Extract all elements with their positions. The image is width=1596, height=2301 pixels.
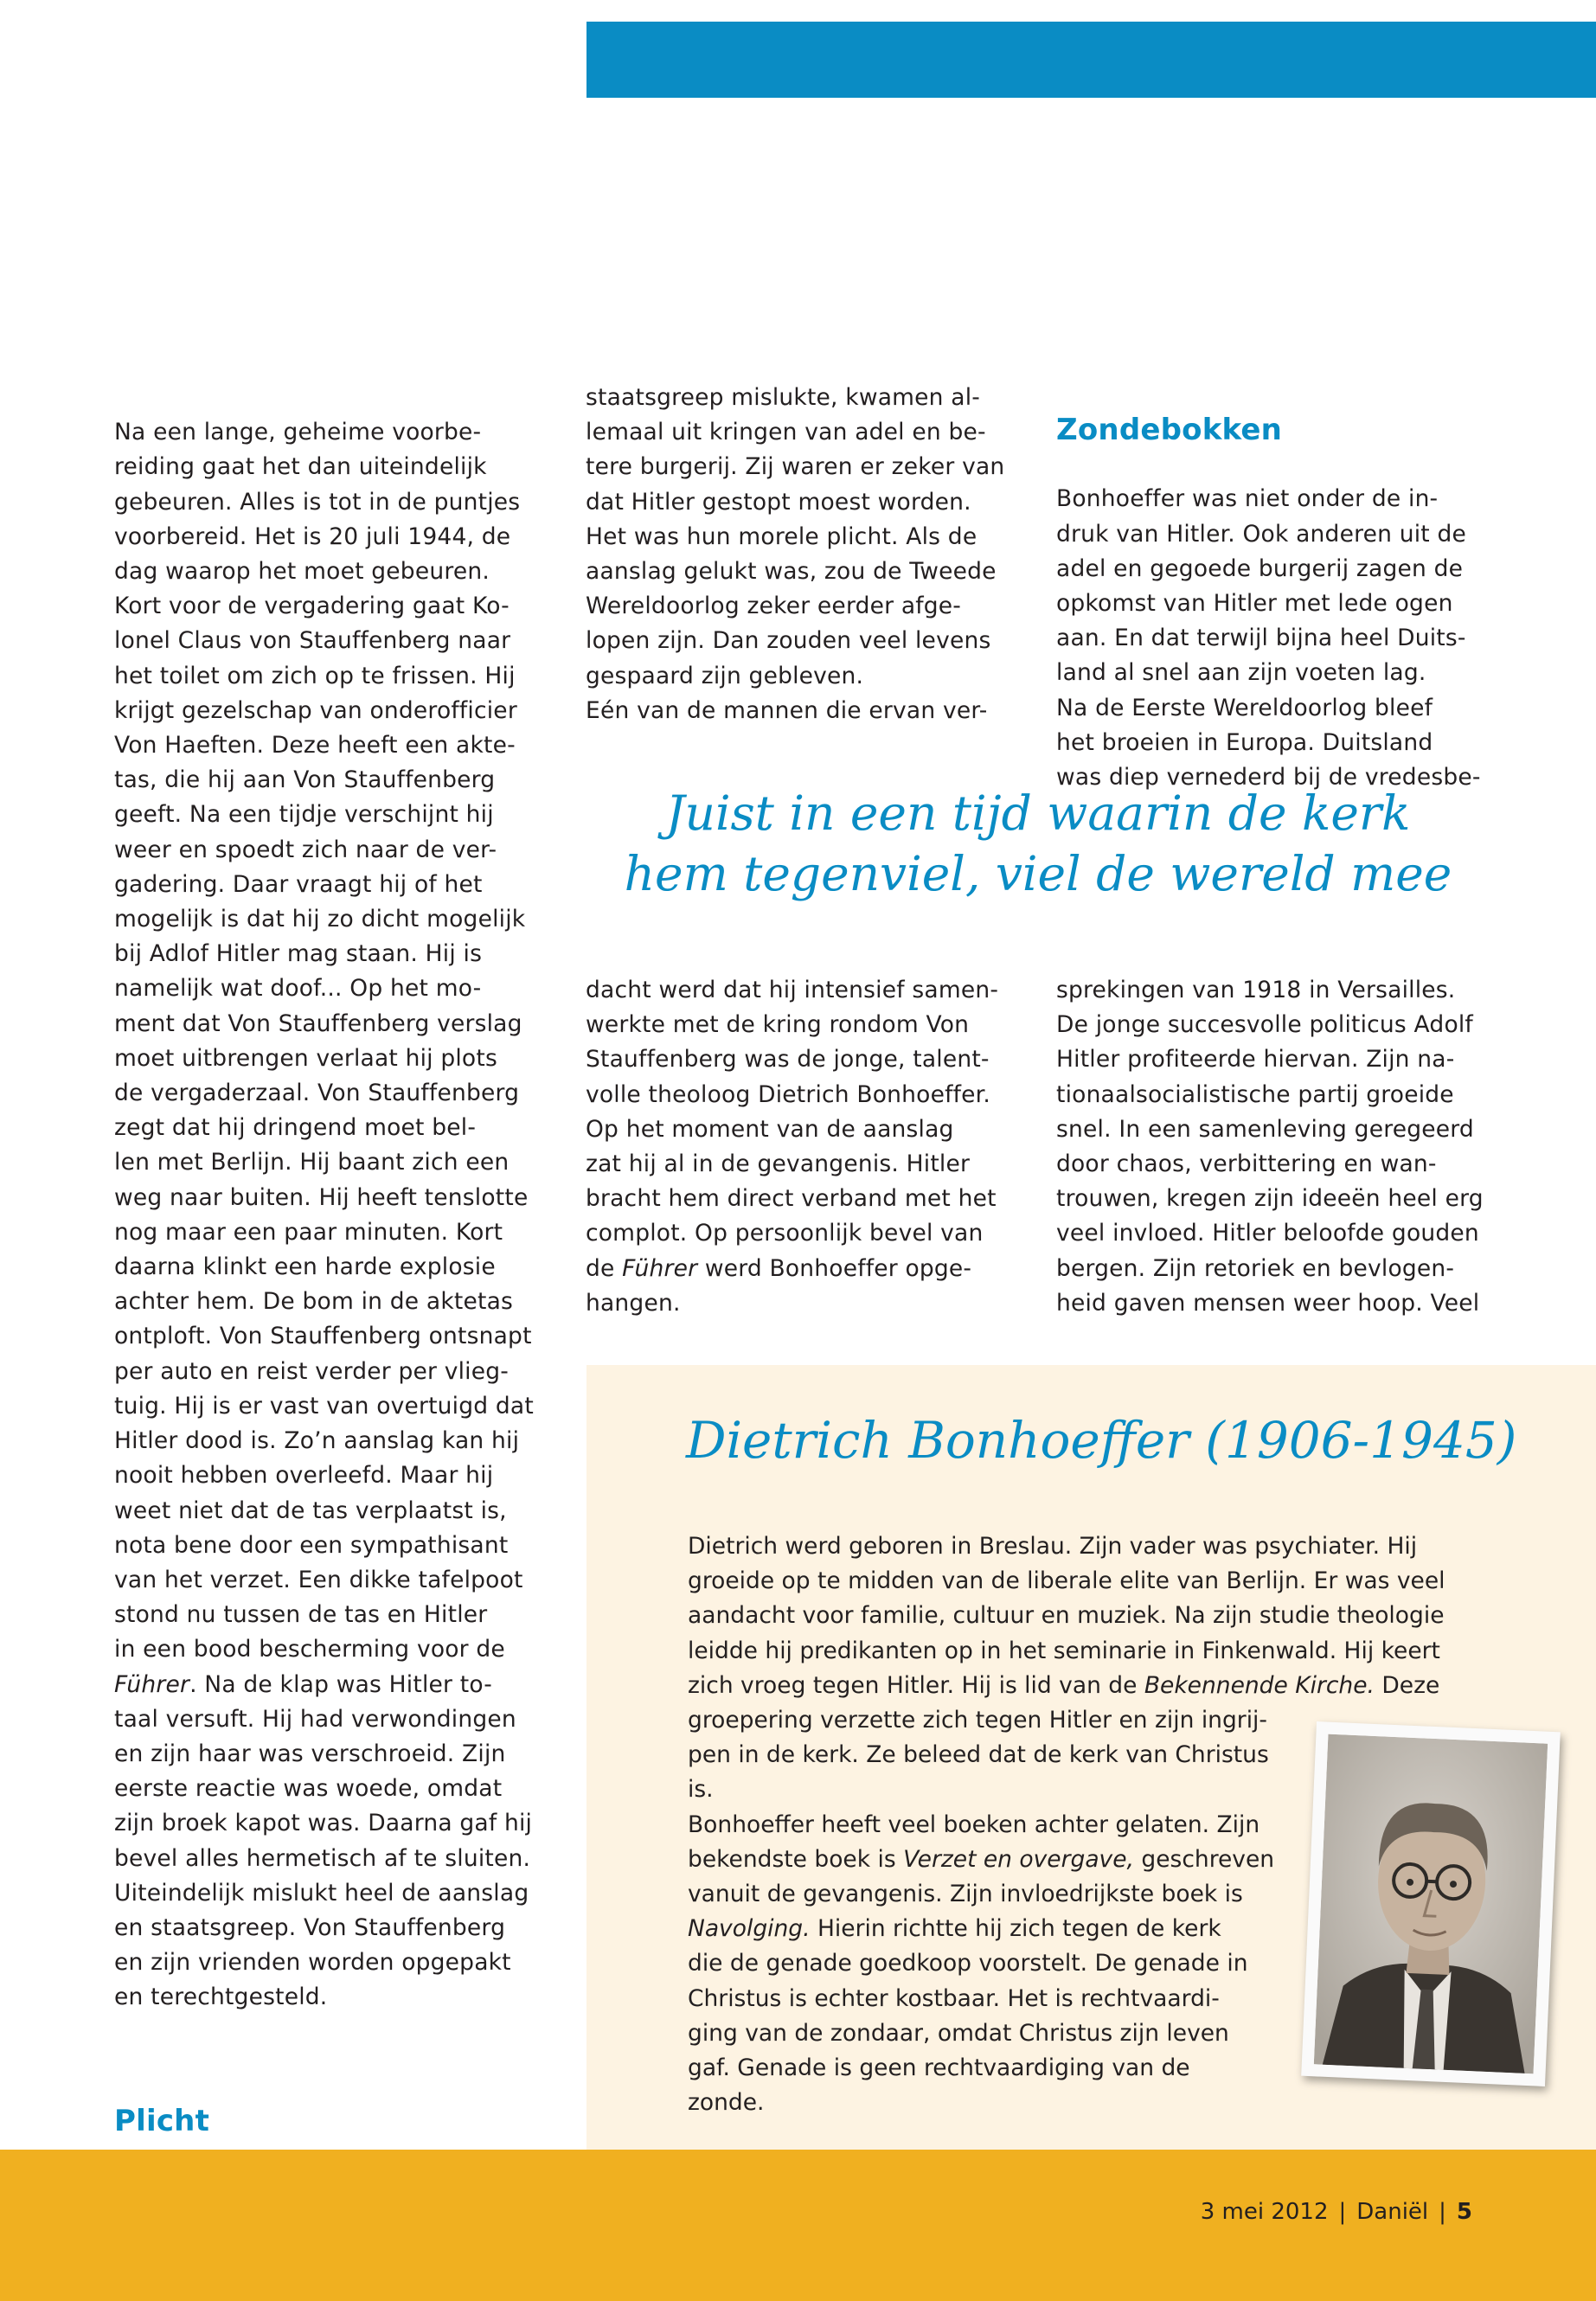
paragraph: Bonhoeffer was niet onder de in- druk van Hitler. Ook anderen uit de adel en gegoede burgerij zagen de opkomst van Hitler met lede ogen aan. En dat terwijl bijna heel Duits- land al snel aan zijn voeten lag. Na de Eerste Wereldoorlog bleef het broeien in Europa. Duitsland was diep vernederd bij de vredesbe-: [1056, 485, 1481, 792]
magazine-name: Daniël: [1356, 2199, 1429, 2225]
header-color-bar: [586, 22, 1596, 98]
paragraph: Na een lange, geheime voorbe- reiding gaat het dan uiteindelijk gebeuren. Alles is tot in de puntjes voorbereid. Het is 20 juli 1944, de dag waarop het moet gebeuren. Kort voor de vergadering gaat Ko- lonel Claus von Stauffenberg naar het toilet om zich op te frissen. Hij krijgt gezelschap van onderofficier Von Haeften. Deze heeft een akte- tas, die hij aan Von Stauffenberg geeft. Na een tijdje verschijnt hij weer en spoedt zich naar de ver- gadering. Daar vraagt hij of het mogelijk is dat hij zo dicht mogelijk bij Adlof Hitler mag staan. Hij is namelijk wat doof... Op het mo- ment dat Von Stauffenberg verslag moet uitbrengen verlaat hij plots de vergaderzaal. Von Stauffenberg zegt dat hij dringend moet bel- len met Berlijn. Hij baant zich een weg naar buiten. Hij heeft tenslotte nog maar een paar minuten. Kort daarna klinkt een harde explosie achter hem. De bom in de aktetas ontploft. Von Stauffenberg ontsnapt per auto en reist verder per vlieg- tuig. Hij is er vast van overtuigd dat Hitler dood is. Zo’n aanslag kan hij nooit hebben overleefd. Maar hij weet niet dat de tas verplaatst is, nota bene door een sympathisant van het verzet. Een dikke tafelpoot stond nu tussen de tas en Hitler in een bood bescherming voor de Führer. Na de klap was Hitler to- taal versuft. Hij had verwondingen en zijn haar was verschroeid. Zijn eerste reactie was woede, omdat zijn broek kapot was. Daarna gaf hij bevel alles hermetisch af te sluiten. Uiteindelijk mislukt heel de aanslag en staatsgreep. Von Stauffenberg en zijn vrienden worden opgepakt en terechtgesteld.: [114, 419, 534, 2011]
page-number: 5: [1456, 2199, 1472, 2225]
pull-quote: Juist in een tijd waarin de kerk hem tegenviel, viel de wereld mee: [624, 785, 1452, 901]
biography-title: Dietrich Bonhoeffer (1906-1945): [686, 1411, 1517, 1470]
column-3-top: [1056, 378, 1506, 830]
portrait-photo: [1301, 1721, 1561, 2086]
column-1: [114, 381, 564, 2278]
biography-text: Dietrich werd geboren in Breslau. Zijn vader was psychiater. Hij groeide op te midden van de liberale elite van Berlijn. Er was veel aandacht voor familie, cultuur en muziek. Na zijn studie theologie leidde hij predikanten op in het seminarie in Finkenwald. Hij keert zich vroeg tegen Hitler. Hij is lid van de Bekennende Kirche. Deze groepering verzette zich tegen Hitler en zijn ingrij- pen in de kerk. Ze beleed dat de kerk van Christus is. Bonhoeffer heeft veel boeken achter gelaten. Zijn bekendste boek is Verzet en overgave, geschreven vanuit de gevangenis. Zijn invloedrijkste boek is Navolging. Hierin richtte hij zich tegen de kerk die de genade goedkoop voorstelt. De genade in Christus is echter kostbaar. Het is rechtvaardi- ging van de zondaar, omdat Christus zijn leven gaf. Genade is geen rechtvaardiging van de zonde.: [688, 1533, 1445, 2117]
issue-date: 3 mei 2012: [1200, 2199, 1329, 2225]
footer-info: 3 mei 2012 | Daniël | 5: [1200, 2199, 1472, 2225]
section-heading-plicht: Plicht: [114, 2103, 210, 2138]
section-heading-zondebokken: Zondebokken: [1056, 413, 1283, 448]
column-2-bottom: dacht werd dat hij intensief samen- werkte met de kring rondom Von Stauffenberg was de jonge, talent- volle theoloog Dietrich Bonhoeffer. Op het moment van de aanslag zat hij al in de gevangenis. Hitler bracht hem direct verband met het complot. Op persoonlijk bevel van de Führer werd Bonhoeffer opge- hangen.: [586, 977, 999, 1317]
column-3-bottom: sprekingen van 1918 in Versailles. De jonge succesvolle politicus Adolf Hitler profiteerde hiervan. Zijn na- tionaalsocialistische partij groeide snel. In een samenleving geregeerd door chaos, verbittering en wan- trouwen, kregen zijn ideeën heel erg veel invloed. Hitler beloofde gouden bergen. Zijn retoriek en bevlogen- heid gaven mensen weer hoop. Veel: [1056, 977, 1484, 1317]
portrait-image: [1314, 1734, 1548, 2074]
column-2-top: staatsgreep mislukte, kwamen al- lemaal uit kringen van adel en be- tere burgerij. Zij waren er zeker van dat Hitler gestopt moest worden. Het was hun morele plicht. Als de aanslag gelukt was, zou de Tweede Wereldoorlog zeker eerder afge- lopen zijn. Dan zouden veel levens gespaard zijn gebleven. Eén van de mannen die ervan ver-: [586, 384, 1005, 724]
biography-box: [586, 1365, 1596, 2150]
footer-bar: [0, 2150, 1596, 2301]
